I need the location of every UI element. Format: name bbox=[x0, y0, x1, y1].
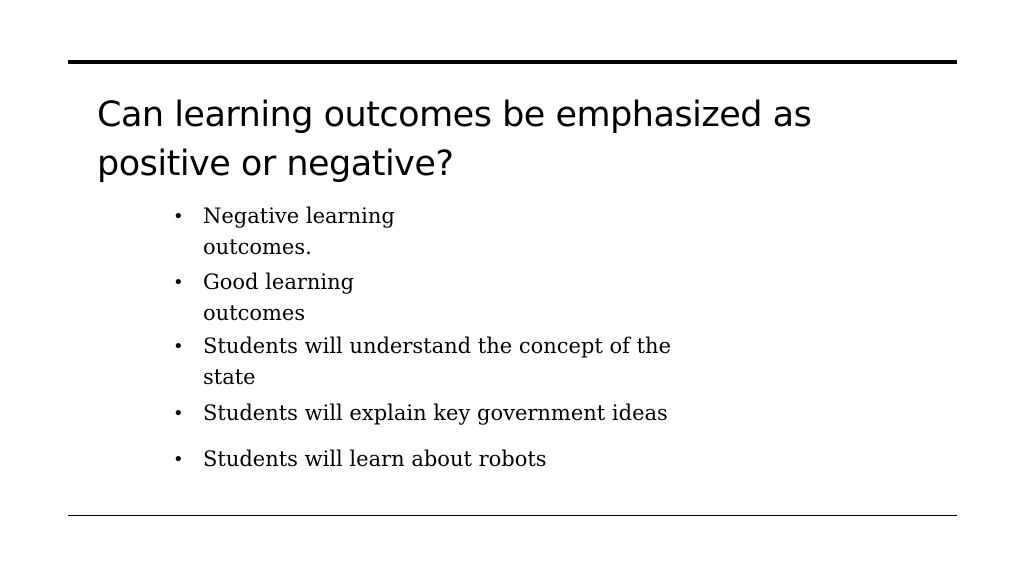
top-divider bbox=[68, 60, 957, 64]
bullet-dot-icon: • bbox=[173, 403, 184, 424]
bullet-text bbox=[203, 331, 671, 393]
bullet-line: Negative learning bbox=[203, 204, 395, 228]
slide-title bbox=[97, 91, 897, 189]
bottom-divider bbox=[68, 515, 957, 516]
bullet-text bbox=[203, 444, 547, 475]
bullet-line: Students will understand the concept of the bbox=[203, 334, 671, 358]
bullet-dot-icon: • bbox=[173, 272, 184, 293]
bullet-line: Students will explain key government ideas bbox=[203, 401, 668, 425]
bullet-text bbox=[203, 267, 354, 329]
slide-title-line: positive or negative? bbox=[97, 144, 454, 184]
bullet-dot-icon: • bbox=[173, 206, 184, 227]
bullet-line: Students will learn about robots bbox=[203, 447, 547, 471]
bullet-line: state bbox=[203, 365, 256, 389]
bullet-dot-icon: • bbox=[173, 336, 184, 357]
bullet-line: outcomes bbox=[203, 301, 306, 325]
bullet-line: outcomes. bbox=[203, 235, 312, 259]
bullet-dot-icon: • bbox=[173, 449, 184, 470]
bullet-line: Good learning bbox=[203, 270, 355, 294]
slide-title-line: Can learning outcomes be emphasized as bbox=[97, 95, 812, 135]
bullet-text bbox=[203, 201, 395, 263]
bullet-text bbox=[203, 398, 668, 429]
